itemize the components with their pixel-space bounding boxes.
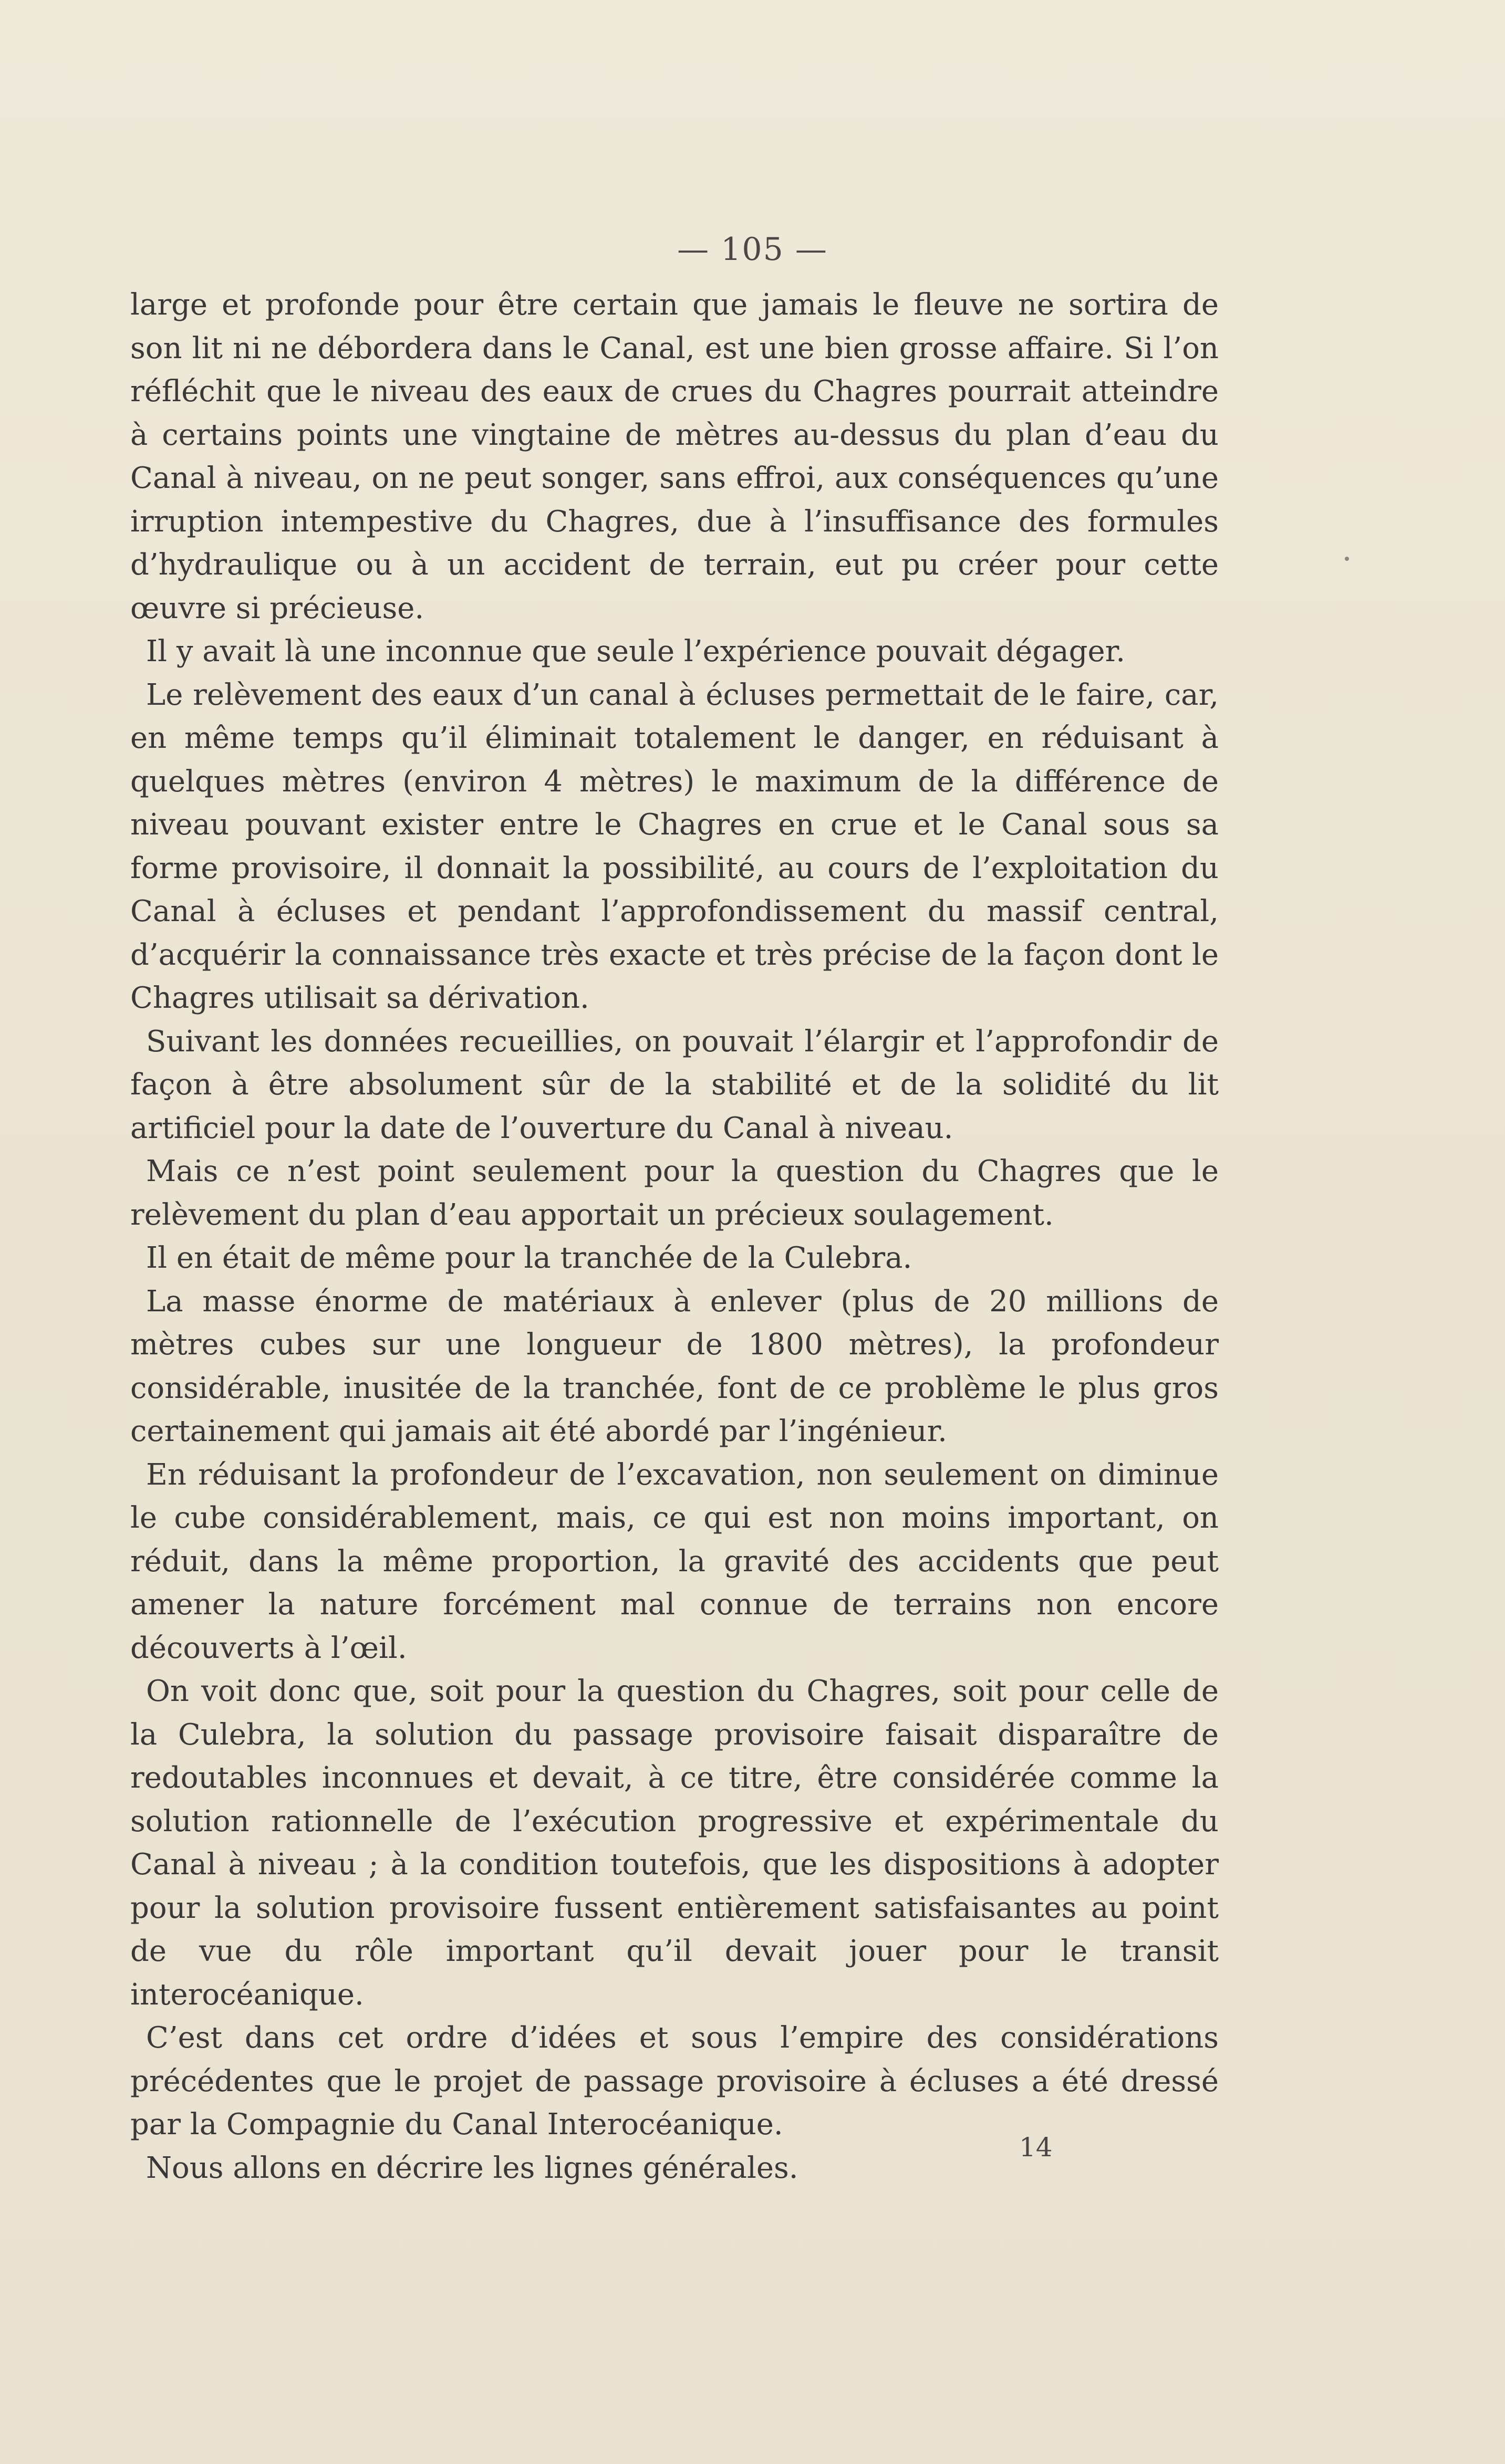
paragraph: C’est dans cet ordre d’idées et sous l’empire des considérations précédentes que le projet de passage provisoire à écluses a été dressé par la Compagnie du Canal Interocéanique.: [130, 2021, 1219, 2142]
paragraph: Suivant les données recueillies, on pouvait l’élargir et l’approfondir de façon à être absolument sûr de la stabilité et de la solidité du lit artificiel pour la date de l’ouverture du Canal à niveau.: [130, 1024, 1219, 1145]
paragraph: Le relèvement des eaux d’un canal à écluses permettait de le faire, car, en même temps qu’il éliminait totalement le danger, en réduisant à quelques mètres (environ 4 mètres) le maximum de la différence de niveau pouvant exister entre le Chagres en crue et le Canal sous sa forme provisoire, il donnait la possibilité, au cours de l’exploitation du Canal à écluses et pendant l’approfondissement du massif central, d’acquérir la connaissance très exacte et très précise de la façon dont le Chagres utilisait sa dérivation.: [130, 677, 1219, 1015]
paragraph: Mais ce n’est point seulement pour la question du Chagres que le relèvement du plan d’eau apportait un précieux soulagement.: [130, 1154, 1219, 1232]
paragraph: Il en était de même pour la tranchée de la Culebra.: [146, 1241, 912, 1275]
body-text: [130, 284, 1219, 2190]
signature-folio: 14: [1019, 2132, 1053, 2163]
ink-speck: [1345, 557, 1349, 561]
paragraph: large et profonde pour être certain que jamais le fleuve ne sortira de son lit ni ne débordera dans le Canal, est une bien grosse affaire. Si l’on réfléchit que le niveau des eaux de crues du Chagres pourrait atteindre à certains points une vingtaine de mètres au-dessus du plan d’eau du Canal à niveau, on ne peut songer, sans effroi, aux conséquences qu’une irruption intempestive du Chagres, due à l’insuffisance des formules d’hydraulique ou à un accident de terrain, eut pu créer pour cette œuvre si précieuse.: [130, 288, 1219, 625]
running-head-page-number: — 105 —: [677, 231, 828, 268]
paragraph: La masse énorme de matériaux à enlever (plus de 20 millions de mètres cubes sur une longueur de 1800 mètres), la profondeur considérable, inusitée de la tranchée, font de ce problème le plus gros certainement qui jamais ait été abordé par l’ingénieur.: [130, 1284, 1219, 1448]
paragraph: En réduisant la profondeur de l’excavation, non seulement on diminue le cube considérablement, mais, ce qui est non moins important, on réduit, dans la même proportion, la gravité des accidents que peut amener la nature forcément mal connue de terrains non encore découverts à l’œil.: [130, 1457, 1219, 1665]
paragraph: Nous allons en décrire les lignes générales.: [146, 2150, 798, 2185]
paragraph: On voit donc que, soit pour la question du Chagres, soit pour celle de la Culebra, la solution du passage provisoire faisait disparaître de redoutables inconnues et devait, à ce titre, être considérée comme la solution rationnelle de l’exécution progressive et expérimentale du Canal à niveau ; à la condition toutefois, que les dispositions à adopter pour la solution provisoire fussent entièrement satisfaisantes au point de vue du rôle important qu’il devait jouer pour le transit interocéanique.: [130, 1674, 1219, 2012]
paragraph: Il y avait là une inconnue que seule l’expérience pouvait dégager.: [146, 634, 1126, 669]
